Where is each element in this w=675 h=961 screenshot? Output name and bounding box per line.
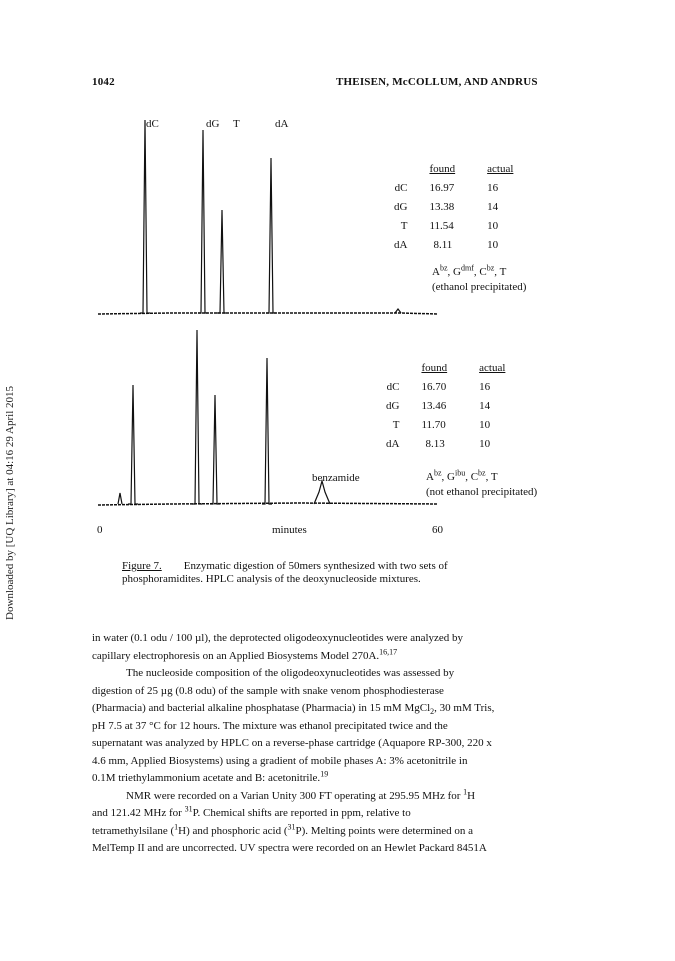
bottom-baseline (98, 503, 438, 505)
paragraph-3: NMR were recorded on a Varian Unity 300 FT operating at 295.95 MHz for $^1$H and 121.42 MHz for $^{31}$P. Chemical shifts are reported in ppm, relative to tetramethylsilane ($^1$H) and phosphoric acid ($^{31}$P). Melting points were determined on a MelTemp II and are uncorrected. UV spectra were recorded on an Hewlet Packard 8451A (92, 786, 487, 854)
paragraph-2: The nucleoside composition of the oligodeoxynucleotides was assessed by digestion of 25 µg (0.8 odu) of the sample with snake venom phosphodiesterase (Pharmacia) and bacterial alkaline phosphatase (Pharmacia) in 15 mM MgCl$_2$, 30 mM Tris, pH 7.5 at 37 °C for 12 hours. The mixture was ethanol precipitated twice and the supernatant was analyzed by HPLC on a reverse-phase cartridge (Aquapore RP-300, 220 x 4.6 mm, Applied Biosystems) using a gradient of mobile phases A: 3% acetonitrile in 0.1M triethylammonium acetate and B: acetonitrile.$^{19}$ (92, 667, 495, 784)
download-note: Downloaded by [UQ Library] at 04:16 29 April 2015 (4, 385, 16, 620)
bottom-note: (not ethanol precipitated) (426, 486, 538, 498)
row-label: dC (386, 381, 400, 393)
x-axis-end: 60 (432, 524, 443, 536)
bottom-small-peak (118, 493, 122, 504)
page-number: 1042 (92, 76, 115, 88)
table-row (386, 416, 511, 435)
table-row (394, 198, 519, 217)
row-actual: 14 (487, 201, 499, 213)
paragraph-1: in water (0.1 odu / 100 µl), the deprotected oligodeoxynucleotides were analyzed by capillary electrophoresis on an Applied Biosystems Model 270A.$^{16,17}$ (92, 632, 464, 662)
x-axis-label: minutes (272, 524, 307, 536)
peak-label-T: T (233, 118, 240, 130)
row-found: 16.97 (429, 182, 455, 194)
peak-label-dG: dG (206, 118, 220, 130)
bottom-reagents: $A^{bz}$, $G^{ibu}$, $C^{bz}$, T (426, 468, 498, 483)
row-found: 11.70 (421, 419, 446, 431)
row-label: T (392, 419, 400, 431)
top-peak-dC (140, 120, 150, 313)
bottom-peak-dG (192, 330, 202, 504)
row-found: 11.54 (429, 220, 454, 232)
row-found: 13.38 (429, 201, 455, 213)
row-label: dG (386, 400, 400, 412)
bottom-peak-dC (128, 385, 138, 504)
table-row (394, 217, 519, 236)
table-row (394, 179, 519, 198)
row-actual: 16 (487, 182, 499, 194)
bottom-peak-T (210, 395, 220, 504)
top-col-actual: actual (487, 163, 514, 175)
table-row (386, 378, 511, 397)
caption-line-1: Enzymatic digestion of 50mers synthesized with two sets of (183, 560, 448, 572)
top-peak-T (217, 210, 226, 313)
top-col-found: found (429, 163, 456, 175)
row-found: 13.46 (421, 400, 447, 412)
caption-line-2: phosphoramidites. HPLC analysis of the deoxynucleoside mixtures. (122, 573, 421, 585)
row-label: dG (394, 201, 408, 213)
bottom-peak-dA (262, 358, 272, 504)
row-found: 16.70 (421, 381, 447, 393)
bottom-composition-table (386, 359, 511, 454)
benzamide-label: benzamide (312, 472, 360, 484)
top-composition-table (394, 160, 519, 255)
figure-label: Figure 7. (122, 560, 162, 572)
top-chromatogram (98, 120, 438, 314)
x-axis-start: 0 (97, 524, 103, 536)
top-peak-dG (198, 130, 208, 313)
table-row (394, 236, 519, 255)
figure-caption (122, 560, 562, 586)
peak-label-dC: dC (146, 118, 159, 130)
bottom-col-found: found (421, 362, 448, 374)
row-actual: 10 (487, 239, 499, 251)
body-text (92, 630, 602, 858)
row-label: T (400, 220, 408, 232)
row-actual: 16 (479, 381, 491, 393)
row-actual: 14 (479, 400, 491, 412)
row-actual: 10 (479, 438, 491, 450)
running-title: THEISEN, McCOLLUM, AND ANDRUS (336, 76, 538, 88)
top-note: (ethanol precipitated) (432, 281, 527, 293)
row-label: dA (394, 239, 408, 251)
row-actual: 10 (479, 419, 491, 431)
table-row (386, 435, 511, 454)
row-label: dA (386, 438, 400, 450)
row-actual: 10 (487, 220, 499, 232)
row-found: 8.11 (433, 239, 453, 251)
bottom-col-actual: actual (479, 362, 506, 374)
table-row (386, 397, 511, 416)
peak-label-dA: dA (275, 118, 289, 130)
row-found: 8.13 (425, 438, 445, 450)
row-label: dC (394, 182, 408, 194)
top-reagents: $A^{bz}$, $G^{dmf}$, $C^{bz}$, T (432, 263, 507, 278)
top-peak-dA (266, 158, 276, 313)
